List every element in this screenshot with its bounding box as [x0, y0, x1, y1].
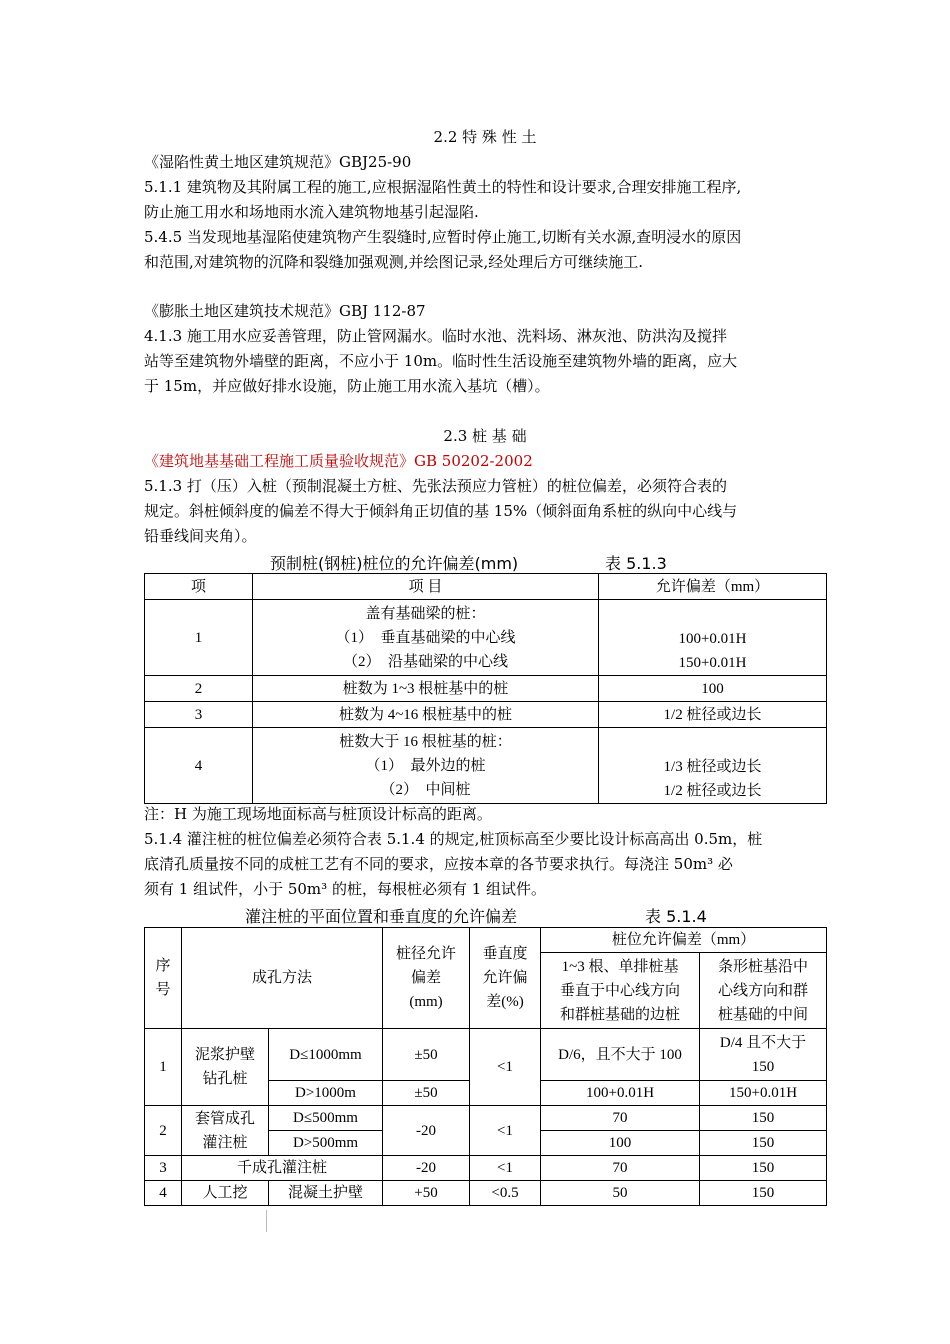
cell-line: 1/3 桩径或边长: [663, 759, 762, 775]
clause-5-1-3-line1: 5.1.3 打（压）入桩（预制混凝土方桩、先张法预应力管桩）的桩位偏差，必须符合表的: [144, 477, 727, 495]
cell-line: (mm): [409, 994, 443, 1010]
cell-line: 套管成孔: [194, 1110, 255, 1127]
table-cell: 150: [700, 1106, 827, 1131]
clause-5-1-1-line2: 防止施工用水和场地雨水流入建筑物地基引起湿陷.: [144, 203, 479, 221]
table-header: 项 目: [253, 574, 599, 600]
table-cell: 4: [145, 728, 253, 804]
table-row: [145, 702, 827, 728]
cell-line: 桩基础的中间: [718, 1006, 809, 1023]
table-cell: D>1000m: [269, 1081, 383, 1106]
table-header: 成孔方法: [182, 928, 383, 1029]
table-cell: <1: [470, 1106, 541, 1156]
cell-line: D/4 且不大于: [719, 1034, 807, 1051]
cell-line: 偏差: [411, 970, 442, 986]
table-cell: 3: [145, 1156, 182, 1181]
cell-line: 垂直度: [482, 946, 528, 962]
cell-line: 允许偏: [482, 970, 528, 986]
cell-line: 1~3 根、单排桩基: [561, 958, 679, 975]
section-heading-2-3: 2.3 桩 基 础: [443, 427, 527, 445]
table-cell: 3: [145, 702, 253, 728]
clause-5-1-4-line1: 5.1.4 灌注桩的桩位偏差必须符合表 5.1.4 的规定,桩顶标高至少要比设计标高高出 0.5m，桩: [144, 830, 763, 848]
table-cell: 桩数为 4~16 根桩基中的桩: [253, 702, 599, 728]
table-5-1-3-note: 注：H 为施工现场地面标高与桩顶设计标高的距离。: [144, 805, 492, 823]
code-title-loess: 《湿陷性黄土地区建筑规范》GBJ25-90: [144, 153, 412, 171]
table-cell: 混凝土护壁: [269, 1181, 383, 1206]
cell-line: 灌注桩: [202, 1134, 248, 1151]
table-cell: <1: [470, 1029, 541, 1106]
table-5-1-4-number: 表 5.1.4: [645, 907, 707, 926]
section-heading-2-2: 2.2 特 殊 性 土: [433, 128, 537, 146]
table-cell: 千成孔灌注桩: [182, 1156, 383, 1181]
table-header: 项: [145, 574, 253, 600]
table-row: [145, 1029, 827, 1081]
table-cell: -20: [383, 1106, 470, 1156]
table-5-1-3-title: 预制桩(钢桩)桩位的允许偏差(mm): [270, 554, 519, 573]
table-cell: 1: [145, 1029, 182, 1106]
table-cell: 1/2 桩径或边长: [599, 702, 827, 728]
cell-line: （2） 中间桩: [380, 781, 471, 798]
table-row: [145, 600, 827, 676]
table-cell: 50: [541, 1181, 700, 1206]
cell-line: 和群桩基础的边桩: [560, 1006, 681, 1023]
table-cell: 桩数为 1~3 根桩基中的桩: [253, 676, 599, 702]
table-cell: <1: [470, 1156, 541, 1181]
table-cell: [599, 600, 827, 676]
table-cell: -20: [383, 1156, 470, 1181]
table-cell: 100: [541, 1131, 700, 1156]
cell-line: 心线方向和群: [718, 982, 809, 999]
table-cell: [599, 728, 827, 804]
cell-line: （1） 垂直基础梁的中心线: [335, 629, 516, 646]
table-cell: [182, 1106, 269, 1156]
cell-line: 盖有基础梁的桩：: [365, 605, 486, 622]
clause-5-1-4-line3: 须有 1 组试件，小于 50m³ 的桩，每根桩必须有 1 组试件。: [144, 880, 547, 898]
table-cell: 150: [700, 1131, 827, 1156]
table-cell: 150: [700, 1181, 827, 1206]
table-cell: 70: [541, 1106, 700, 1131]
table-cell: +50: [383, 1181, 470, 1206]
cell-line: 桩数大于 16 根桩基的桩：: [339, 733, 512, 750]
clause-5-1-1-line1: 5.1.1 建筑物及其附属工程的施工,应根据湿陷性黄土的特性和设计要求,合理安排施工程序,: [144, 178, 742, 196]
table-cell: [253, 728, 599, 804]
table-row: [145, 676, 827, 702]
clause-5-1-3-line2: 规定。斜桩倾斜度的偏差不得大于倾斜角正切值的基 15%（倾斜面角系桩的纵向中心线与: [144, 502, 738, 520]
table-row: [145, 1156, 827, 1181]
cell-line: 1/2 桩径或边长: [663, 783, 762, 799]
table-cell: D>500mm: [269, 1131, 383, 1156]
cell-line: 差(%): [486, 994, 524, 1010]
cell-line: 100+0.01H: [678, 631, 747, 647]
table-cell: ±50: [383, 1081, 470, 1106]
clause-5-4-5-line2: 和范围,对建筑物的沉降和裂缝加强观测,并绘图记录,经处理后方可继续施工.: [144, 253, 644, 271]
cell-line: 号: [155, 982, 171, 998]
table-cell: [700, 1029, 827, 1081]
table-cell: <0.5: [470, 1181, 541, 1206]
cell-line: （1） 最外边的桩: [365, 757, 486, 774]
clause-4-1-3-line1: 4.1.3 施工用水应妥善管理，防止管网漏水。临时水池、洗料场、淋灰池、防洪沟及搅拌: [144, 327, 727, 345]
cell-line: （2） 沿基础梁的中心线: [342, 653, 508, 670]
table-header: [470, 928, 541, 1029]
table-5-1-4: [144, 927, 827, 1206]
table-header: 允许偏差（mm）: [599, 574, 827, 600]
clause-4-1-3-line3: 于 15m，并应做好排水设施，防止施工用水流入基坑（槽）。: [144, 377, 550, 395]
cell-line: 条形桩基沿中: [718, 958, 809, 975]
table-header: [383, 928, 470, 1029]
cell-line: 150+0.01H: [678, 655, 747, 671]
table-row: [145, 1181, 827, 1206]
table-header: 桩位允许偏差（mm）: [541, 928, 827, 953]
cell-line: 泥浆护壁: [194, 1047, 255, 1063]
table-5-1-3-number: 表 5.1.3: [605, 554, 667, 573]
table-header: [700, 953, 827, 1029]
table-cell: 4: [145, 1181, 182, 1206]
table-5-1-3: [144, 573, 827, 804]
table-cell: D/6，且不大于 100: [541, 1029, 700, 1081]
clause-5-4-5-line1: 5.4.5 当发现地基湿陷使建筑物产生裂缝时,应暂时停止施工,切断有关水源,查明浸水的原因: [144, 228, 742, 246]
table-cell: 2: [145, 676, 253, 702]
table-5-1-4-title: 灌注桩的平面位置和垂直度的允许偏差: [245, 907, 518, 926]
cell-line: 150: [751, 1058, 775, 1075]
table-cell: D≤500mm: [269, 1106, 383, 1131]
clause-4-1-3-line2: 站等至建筑物外墙壁的距离，不应小于 10m。临时性生活设施至建筑物外墙的距离，应大: [144, 352, 738, 370]
table-cell: 1: [145, 600, 253, 676]
table-cell: ±50: [383, 1029, 470, 1081]
clause-5-1-4-line2: 底清孔质量按不同的成桩工艺有不同的要求，应按本章的各节要求执行。每浇注 50m³ 必: [144, 855, 733, 873]
table-cell: 2: [145, 1106, 182, 1156]
table-cell: D≤1000mm: [269, 1029, 383, 1081]
table-cell: 100+0.01H: [541, 1081, 700, 1106]
cell-line: 垂直于中心线方向: [560, 982, 681, 999]
table-cell: 人工挖: [182, 1181, 269, 1206]
table-cell: 150: [700, 1156, 827, 1181]
code-title-expansive: 《膨胀土地区建筑技术规范》GBJ 112-87: [144, 302, 426, 320]
column-divider: [266, 1210, 267, 1232]
table-cell: [253, 600, 599, 676]
cell-line: 序: [155, 958, 171, 974]
table-header: [541, 953, 700, 1029]
table-cell: 100: [599, 676, 827, 702]
table-cell: [182, 1029, 269, 1106]
cell-line: 钻孔桩: [202, 1071, 248, 1087]
table-row: [145, 1106, 827, 1131]
table-cell: 150+0.01H: [700, 1081, 827, 1106]
table-row: [145, 728, 827, 804]
cell-line: 桩径允许: [396, 946, 457, 962]
table-header: [145, 928, 182, 1029]
table-cell: 70: [541, 1156, 700, 1181]
clause-5-1-3-line3: 铅垂线间夹角）。: [144, 527, 257, 545]
code-title-foundation: 《建筑地基基础工程施工质量验收规范》GB 50202-2002: [144, 452, 533, 470]
